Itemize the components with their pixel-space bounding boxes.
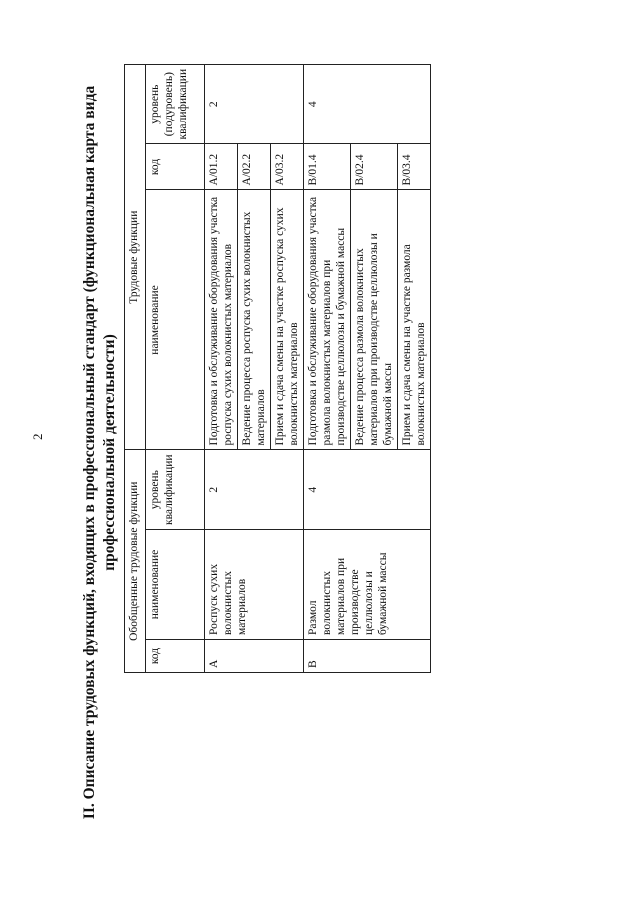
function-name: Подготовка и обслуживание оборудования участка роспуска сухих волокнистых материалов xyxy=(205,190,238,450)
title-line-1: II. Описание трудовых функций, входящих в профессиональный стандарт (функциональная карта вида xyxy=(81,85,98,820)
section-title xyxy=(80,0,120,905)
function-name: Прием и сдача смены на участке роспуска сухих волокнистых материалов xyxy=(271,190,304,450)
function-code: B/01.4 xyxy=(304,144,351,190)
header-code: код xyxy=(146,640,205,673)
function-code: B/02.4 xyxy=(351,144,398,190)
function-code: B/03.4 xyxy=(398,144,431,190)
function-code: A/01.2 xyxy=(205,144,238,190)
header-level: уровень квалификации xyxy=(146,450,205,530)
group-code: В xyxy=(304,640,431,673)
header-labor-functions: Трудовые функции xyxy=(125,64,146,450)
function-level: 4 xyxy=(304,64,431,144)
header-name: наименование xyxy=(146,530,205,640)
page-number: 2 xyxy=(30,433,45,440)
function-level: 2 xyxy=(205,64,304,144)
function-name: Ведение процесса роспуска сухих волокнистых материалов xyxy=(238,190,271,450)
header-tf-name: наименование xyxy=(146,190,205,450)
header-tf-code: код xyxy=(146,144,205,190)
function-name: Прием и сдача смены на участке размола волокнистых материалов xyxy=(398,190,431,450)
functions-table xyxy=(124,64,431,673)
group-name: Размол волокнистых материалов при производстве целлюлозы и бумажной массы xyxy=(304,530,431,640)
title-line-2: профессиональной деятельности) xyxy=(101,334,118,571)
group-code: А xyxy=(205,640,304,673)
table-row xyxy=(205,64,238,672)
function-name: Ведение процесса размола волокнистых материалов при производстве целлюлозы и бумажной массы xyxy=(351,190,398,450)
function-code: A/02.2 xyxy=(238,144,271,190)
header-generalized-functions: Обобщенные трудовые функции xyxy=(125,450,146,673)
header-tf-level: уровень (подуровень) квалификации xyxy=(146,64,205,144)
group-level: 4 xyxy=(304,450,431,530)
function-code: A/03.2 xyxy=(271,144,304,190)
group-name: Роспуск сухих волокнистых материалов xyxy=(205,530,304,640)
function-name: Подготовка и обслуживание оборудования участка размола волокнистых материалов при производстве целлюлозы и бумажной массы xyxy=(304,190,351,450)
group-level: 2 xyxy=(205,450,304,530)
table-row xyxy=(304,64,351,672)
